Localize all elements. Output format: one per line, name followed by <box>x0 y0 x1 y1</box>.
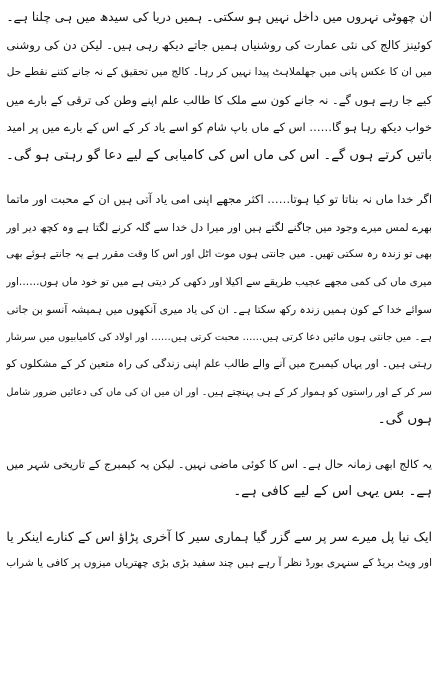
text-line: یہ کالج ابھی زمانہ حال ہے۔ اس کا کوئی ماضی نہیں۔ لیکن یہ کیمبرج کے تاریخی شہر میں <box>6 457 432 471</box>
text-line: بھی تو زندہ رہ سکتی تھیں۔ میں جانتی ہوں موت اٹل اور اس کا وقت مقرر ہے یہ جانتے ہوئے بھی <box>6 248 432 260</box>
paragraph <box>6 186 432 434</box>
text-line: میں ان کا عکس پانی میں جھلملاہٹ پیدا نہیں کر رہا۔ کالج میں تحقیق کے نہ جانے کتنے نقطے حل <box>6 66 432 78</box>
text-line: سر کر کے اور راستوں کو ہموار کر کے ہی پہنچتے ہیں۔ اور ان میں ان کی ماں کی دعائیں ضرور شامل <box>6 386 432 398</box>
paragraph <box>6 451 432 506</box>
text-line: باتیں کرتے ہوں گے۔ اس کی ماں اس کی کامیابی کے لیے دعا گو رہتی ہو گی۔ <box>6 147 432 163</box>
text-line: میری ماں کی کمی مجھے عجیب طریقے سے اکیلا اور دکھی کر دیتی ہے میں تو خود ماں ہوں……اور <box>6 275 432 288</box>
paragraph <box>6 4 432 169</box>
text-line: کیے جا رہے ہوں گے۔ نہ جانے کون سے ملک کا طالب علم اپنے وطن کی ترقی کے بارے میں <box>6 92 432 107</box>
text-line: ہے۔ میں جانتی ہوں مائیں دعا کرتی ہیں…… محبت کرتی ہیں…… اور اولاد کی کامیابیوں میں سرشار <box>6 331 432 343</box>
text-line: اگر خدا ماں نہ بناتا تو کیا ہوتا…… اکثر مجھے اپنی امی یاد آتی ہیں ان کے محبت اور ماتما <box>6 192 432 206</box>
text-line: ایک نیا پل میرے سر پر سے گزر گیا ہماری سیر کا آخری پڑاؤ اس کے کنارے اینکر یا <box>6 528 432 544</box>
text-line: ان چھوٹی نہروں میں داخل نہیں ہو سکتی۔ ہمیں دریا کی سیدھ میں ہی چلنا ہے۔ <box>6 10 432 24</box>
text-line: ہوں گی۔ <box>377 412 432 427</box>
text-line: اور ویٹ بریڈ کے سنہری بورڈ نظر آ رہے ہیں چند سفید بڑی بڑی چھتریاں میزوں پر کافی یا شراب <box>6 557 432 569</box>
text-line: کوئینز کالج کی نئی عمارت کی روشنیاں ہمیں جاتے دیکھ رہی ہیں۔ لیکن دن کی روشنی <box>6 37 432 52</box>
text-line: بھرے لمس میرے وجود میں جاگنے لگتے ہیں اور میرا دل خدا سے گلہ کرنے لگتا ہے وہ کچھ دیر اور <box>6 220 432 234</box>
text-line: رہتی ہیں۔ اور یہاں کیمبرج میں آنے والے طالب علم اپنی زندگی کی راہ متعین کر کے مشکلوں کو <box>6 358 432 370</box>
paragraph <box>6 523 432 578</box>
text-line: سوائے خدا کے کون ہمیں زندہ رکھ سکتا ہے۔ ان کی یاد میری آنکھوں میں ہمیشہ آنسو بن جاتی <box>6 303 432 316</box>
text-line: ہے۔ بس یہی اس کے لیے کافی ہے۔ <box>233 484 432 499</box>
text-line: خواب دیکھ رہا ہو گا…… اس کے ماں باپ شام کو اسے یاد کر کے اس کے بارے میں پر امید <box>6 120 432 134</box>
